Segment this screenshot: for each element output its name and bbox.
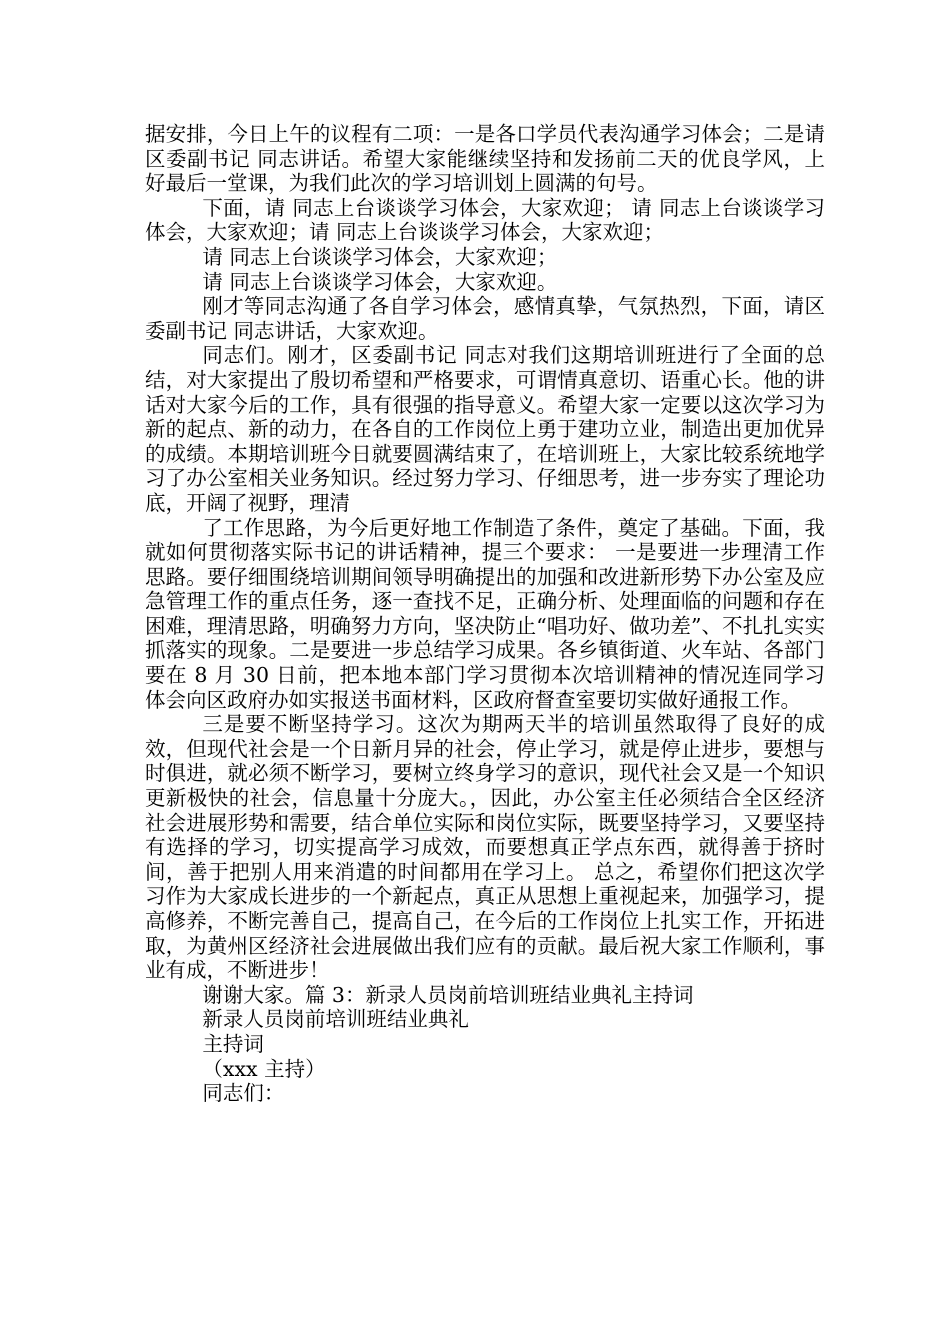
paragraph-ceremony-title: 新录人员岗前培训班结业典礼	[202, 1007, 469, 1032]
paragraph-host-script: 主持词	[202, 1031, 264, 1056]
paragraph-keep-learning: 三是要不断坚持学习。这次为期两天半的培训虽然取得了良好的成效，但现代社会是一个日新月异的社会，停止学习，就是停止进步，要想与时俱进，就必须不断学习，要树立终身学习的意识，现代社会又是一个知识更新极快的社会，信息量十分庞大。，因此，办公室主任必须结合全区经济社会进展形势和需要，结合单位实际和岗位实际，既要坚持学习，又要坚持有选择的学习，切实提高学习成效，而要想真正学点东西，就得善于挤时间，善于把别人用来消遣的时间都用在学习上。 总之，希望你们把这次学习作为大家成长进步的一个新起点，真正从思想上重视起来，加强学习，提高修养，不断完善自己，提高自己，在今后的工作岗位上扎实工作，开拓进取，为黄州区经济社会进展做出我们应有的贡献。最后祝大家工作顺利，事业有成，不断进步！	[145, 712, 825, 983]
paragraph-secretary-invite: 刚才等同志沟通了各自学习体会，感情真挚，气氛热烈，下面，请区委副书记 同志讲话，大家欢迎。	[145, 294, 825, 343]
document-body	[145, 122, 825, 1106]
paragraph-host-name: （xxx 主持）	[202, 1056, 326, 1081]
paragraph-thanks-heading: 谢谢大家。篇 3：新录人员岗前培训班结业典礼主持词	[202, 982, 694, 1007]
paragraph-speaker-invite-4: 请 同志上台谈谈学习体会，大家欢迎。	[202, 269, 558, 294]
paragraph-speakers-invite: 下面，请 同志上台谈谈学习体会，大家欢迎； 请 同志上台谈谈学习体会，大家欢迎；请 同志上台谈谈学习体会，大家欢迎；	[145, 195, 825, 245]
paragraph-speaker-invite-3: 请 同志上台谈谈学习体会，大家欢迎；	[202, 244, 558, 269]
paragraph-greeting: 同志们：	[202, 1081, 285, 1106]
paragraph-requirements: 了工作思路，为今后更好地工作制造了条件，奠定了基础。下面，我就如何贯彻落实际书记的讲话精神，提三个要求： 一是要进一步理清工作思路。要仔细围绕培训期间领导明确提出的加强和改进新形势下办公室及应急管理工作的重点任务，逐一查找不足，正确分析、处理面临的问题和存在困难，理清思路，明确努力方向，坚决防止“唱功好、做功差”、不扎扎实实抓落实的现象。二是要进一步总结学习成果。各乡镇街道、火车站、各部门要在 8 月 30 日前，把本地本部门学习贯彻本次培训精神的情况连同学习体会向区政府办如实报送书面材料，区政府督查室要切实做好通报工作。	[145, 515, 825, 712]
paragraph-agenda: 据安排，今日上午的议程有二项：一是各口学员代表沟通学习体会；二是请区委副书记 同志讲话。希望大家能继续坚持和发扬前二天的优良学风，上好最后一堂课，为我们此次的学习培训划上圆满的句号。	[145, 122, 825, 196]
paragraph-summary: 同志们。刚才，区委副书记 同志对我们这期培训班进行了全面的总结，对大家提出了殷切希望和严格要求，可谓情真意切、语重心长。他的讲话对大家今后的工作，具有很强的指导意义。希望大家一定要以这次学习为新的起点、新的动力，在各自的工作岗位上勇于建功立业，制造出更加优异的成绩。本期培训班今日就要圆满结束了，在培训班上，大家比较系统地学习了办公室相关业务知识。经过努力学习、仔细思考，进一步夯实了理论功底，开阔了视野，理清	[145, 343, 825, 515]
